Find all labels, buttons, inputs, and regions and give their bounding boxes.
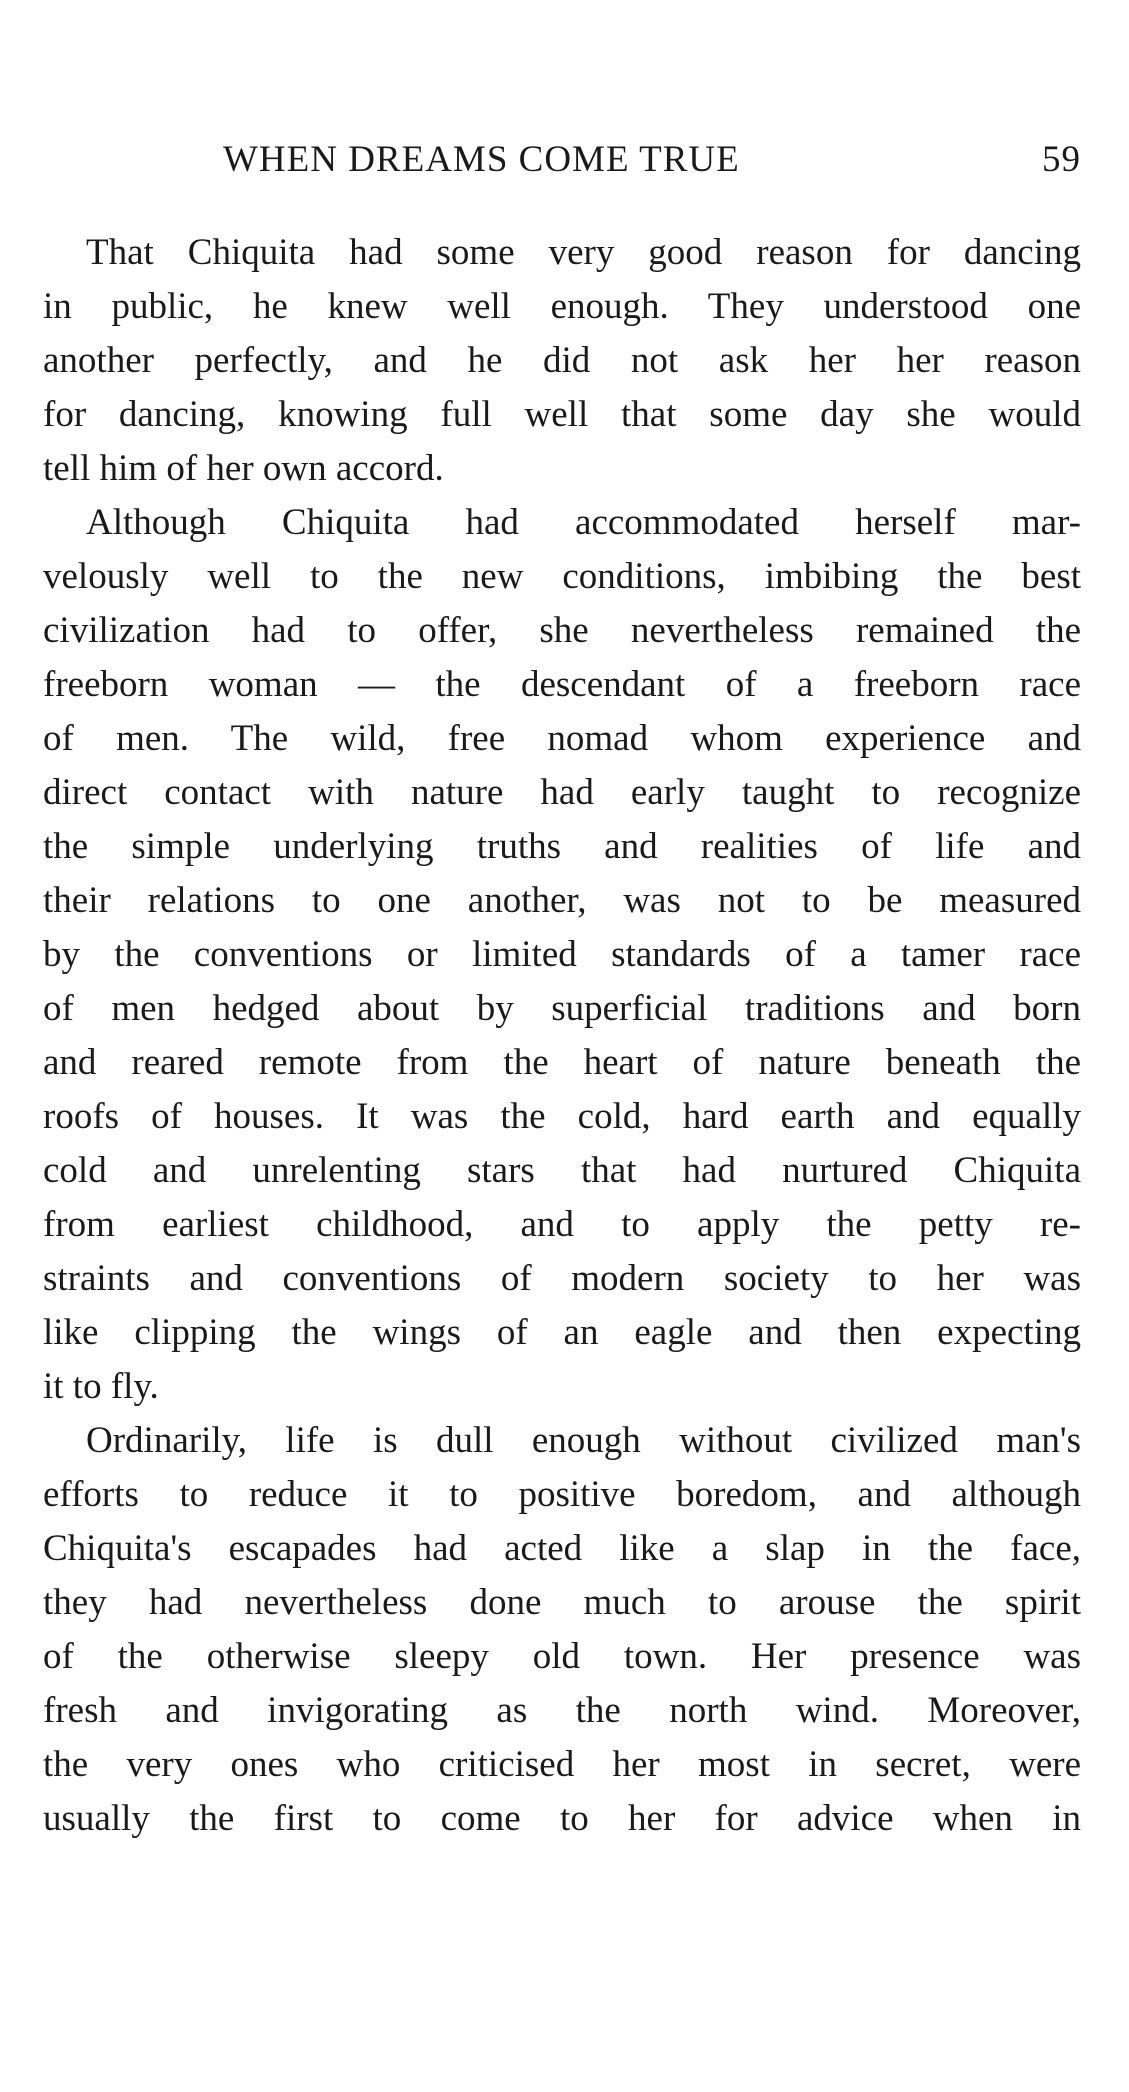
- text-line: the simple underlying truths and realities of life and: [43, 826, 1081, 867]
- text-line: by the conventions or limited standards of a tamer race: [43, 934, 1081, 975]
- paragraph: [43, 226, 1081, 496]
- text-line: efforts to reduce it to positive boredom, and although: [43, 1474, 1081, 1515]
- text-line: Although Chiquita had accommodated herself mar-: [86, 502, 1081, 543]
- text-line: like clipping the wings of an eagle and then expecting: [43, 1312, 1081, 1353]
- text-line: they had nevertheless done much to arouse the spirit: [43, 1582, 1081, 1623]
- paragraph: [43, 496, 1081, 1414]
- text-line: velously well to the new conditions, imbibing the best: [43, 556, 1081, 597]
- text-line: Chiquita's escapades had acted like a slap in the face,: [43, 1528, 1081, 1569]
- page-header: [43, 138, 1081, 198]
- running-title: WHEN DREAMS COME TRUE: [223, 139, 740, 180]
- text-line: for dancing, knowing full well that some day she would: [43, 394, 1081, 435]
- text-line: of the otherwise sleepy old town. Her presence was: [43, 1636, 1081, 1677]
- text-line: usually the first to come to her for advice when in: [43, 1798, 1081, 1839]
- text-line: in public, he knew well enough. They understood one: [43, 286, 1081, 327]
- text-line: freeborn woman — the descendant of a freeborn race: [43, 664, 1081, 705]
- text-line: another perfectly, and he did not ask her her reason: [43, 340, 1081, 381]
- page-number: 59: [1042, 139, 1081, 180]
- paragraph: [43, 1414, 1081, 1846]
- text-line: of men hedged about by superficial traditions and born: [43, 988, 1081, 1029]
- text-line: Ordinarily, life is dull enough without civilized man's: [86, 1420, 1081, 1461]
- text-line: That Chiquita had some very good reason for dancing: [86, 232, 1081, 273]
- text-line: from earliest childhood, and to apply the petty re-: [43, 1204, 1081, 1245]
- text-line: roofs of houses. It was the cold, hard earth and equally: [43, 1096, 1081, 1137]
- text-line: the very ones who criticised her most in secret, were: [43, 1744, 1081, 1785]
- body-text: [43, 226, 1081, 1846]
- text-line: direct contact with nature had early taught to recognize: [43, 772, 1081, 813]
- book-page: [43, 138, 1081, 1846]
- text-line: and reared remote from the heart of nature beneath the: [43, 1042, 1081, 1083]
- text-line: tell him of her own accord.: [43, 448, 444, 489]
- text-line: their relations to one another, was not to be measured: [43, 880, 1081, 921]
- text-line: cold and unrelenting stars that had nurtured Chiquita: [43, 1150, 1081, 1191]
- text-line: straints and conventions of modern society to her was: [43, 1258, 1081, 1299]
- text-line: fresh and invigorating as the north wind. Moreover,: [43, 1690, 1081, 1731]
- text-line: of men. The wild, free nomad whom experience and: [43, 718, 1081, 759]
- text-line: civilization had to offer, she nevertheless remained the: [43, 610, 1081, 651]
- text-line: it to fly.: [43, 1366, 159, 1407]
